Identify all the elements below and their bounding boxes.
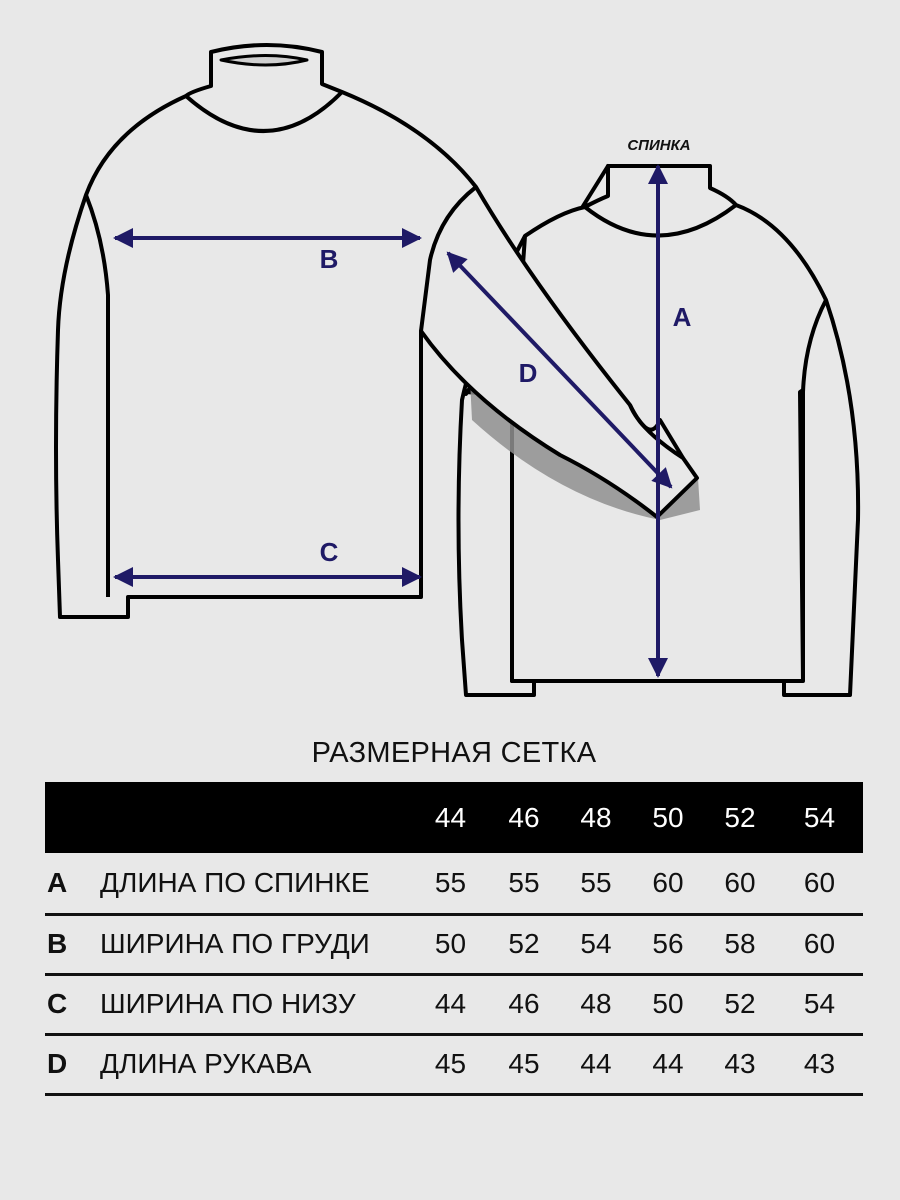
size-header: 52 [724,801,756,833]
front-neck-opening [221,56,307,66]
size-header: 50 [652,801,684,833]
table-header-row [45,782,863,853]
row-value: 50 [434,928,467,959]
label-a: A [672,302,692,332]
row-value: 60 [724,866,756,898]
row-value: 43 [724,1048,756,1079]
row-value: 55 [580,866,612,898]
row-code: B [47,928,68,959]
label-b: B [319,244,339,274]
size-chart-title: РАЗМЕРНАЯ СЕТКА [311,737,597,769]
table-row [45,1034,863,1094]
row-value: 44 [652,1048,684,1079]
label-c: C [319,537,339,567]
row-code: C [47,988,68,1019]
row-value: 55 [508,866,540,898]
row-value: 52 [508,928,540,959]
row-value: 55 [434,866,467,898]
table-row [45,853,863,914]
row-value: 48 [580,988,612,1019]
row-code: A [47,866,68,898]
size-header: 46 [508,801,540,833]
size-header: 44 [434,801,467,833]
label-d: D [518,358,538,388]
row-value: 60 [803,866,836,898]
table-row [45,914,863,974]
row-value: 58 [724,928,756,959]
row-value: 44 [580,1048,612,1079]
header-spacer [45,782,413,853]
row-value: 54 [803,988,836,1019]
size-header: 54 [803,801,836,833]
row-value: 46 [508,988,540,1019]
row-value: 60 [803,928,836,959]
size-header: 48 [580,801,612,833]
row-value: 56 [652,928,684,959]
row-value: 50 [652,988,684,1019]
row-value: 45 [508,1048,540,1079]
back-view-label: СПИНКА [627,137,691,154]
row-name: ШИРИНА ПО ГРУДИ [100,928,370,959]
row-name: ДЛИНА ПО СПИНКЕ [100,866,370,898]
row-value: 54 [580,928,612,959]
row-value: 52 [724,988,756,1019]
row-name: ДЛИНА РУКАВА [100,1048,312,1079]
row-code: D [47,1048,68,1079]
row-name: ШИРИНА ПО НИЗУ [100,988,356,1019]
row-value: 45 [434,1048,467,1079]
row-value: 60 [652,866,684,898]
row-value: 43 [803,1048,836,1079]
size-table [45,782,863,1096]
table-row [45,974,863,1034]
row-value: 44 [434,988,467,1019]
